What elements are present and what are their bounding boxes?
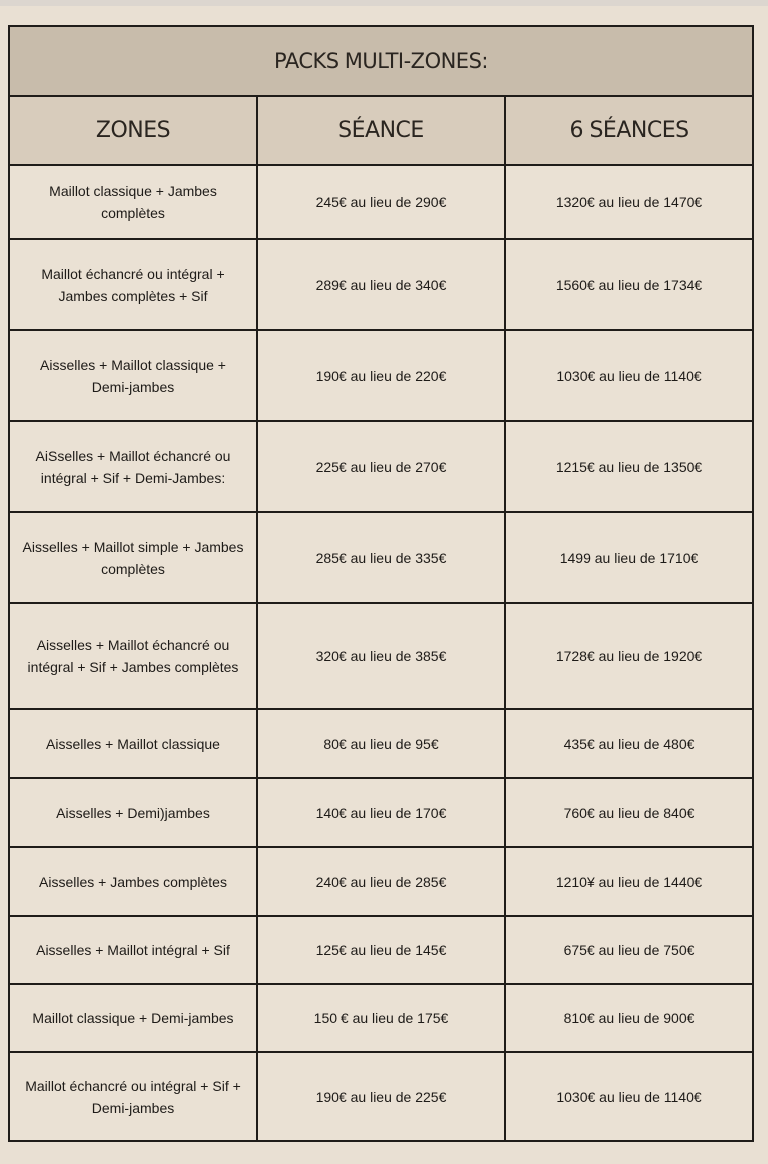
zone-cell: Maillot classique + Demi-jambes: [9, 984, 257, 1052]
zone-cell: Aisselles + Maillot classique: [9, 709, 257, 778]
zone-cell: Maillot échancré ou intégral + Jambes complètes + Sif: [9, 239, 257, 330]
table-row: [9, 239, 753, 330]
six-seances-price-cell: 675€ au lieu de 750€: [505, 916, 753, 984]
seance-price-cell: 80€ au lieu de 95€: [257, 709, 505, 778]
seance-price-cell: 140€ au lieu de 170€: [257, 778, 505, 847]
column-header-zones: ZONES: [9, 96, 257, 165]
seance-price-cell: 245€ au lieu de 290€: [257, 165, 505, 239]
table-row: [9, 1052, 753, 1141]
zone-cell: Aisselles + Maillot intégral + Sif: [9, 916, 257, 984]
table-row: [9, 330, 753, 421]
seance-price-cell: 190€ au lieu de 220€: [257, 330, 505, 421]
top-band: [0, 0, 768, 6]
zone-cell: Aisselles + Maillot échancré ou intégral + Sif + Jambes complètes: [9, 603, 257, 709]
table-row: [9, 778, 753, 847]
six-seances-price-cell: 1728€ au lieu de 1920€: [505, 603, 753, 709]
six-seances-price-cell: 1320€ au lieu de 1470€: [505, 165, 753, 239]
table-row: [9, 512, 753, 603]
zone-cell: Aisselles + Maillot simple + Jambes complètes: [9, 512, 257, 603]
seance-price-cell: 240€ au lieu de 285€: [257, 847, 505, 916]
seance-price-cell: 285€ au lieu de 335€: [257, 512, 505, 603]
zone-cell: Maillot classique + Jambes complètes: [9, 165, 257, 239]
table-row: [9, 984, 753, 1052]
column-header-six-seances: 6 SÉANCES: [505, 96, 753, 165]
header-row: [9, 96, 753, 165]
table-row: [9, 165, 753, 239]
seance-price-cell: 150 € au lieu de 175€: [257, 984, 505, 1052]
title-row: [9, 26, 753, 96]
table-row: [9, 847, 753, 916]
six-seances-price-cell: 1499 au lieu de 1710€: [505, 512, 753, 603]
six-seances-price-cell: 1030€ au lieu de 1140€: [505, 1052, 753, 1141]
zone-cell: AiSselles + Maillot échancré ou intégral + Sif + Demi-Jambes:: [9, 421, 257, 512]
six-seances-price-cell: 1210¥ au lieu de 1440€: [505, 847, 753, 916]
table-row: [9, 916, 753, 984]
six-seances-price-cell: 810€ au lieu de 900€: [505, 984, 753, 1052]
zone-cell: Aisselles + Demi)jambes: [9, 778, 257, 847]
seance-price-cell: 320€ au lieu de 385€: [257, 603, 505, 709]
table-title: PACKS MULTI-ZONES:: [9, 26, 753, 96]
table-row: [9, 709, 753, 778]
zone-cell: Maillot échancré ou intégral + Sif + Demi-jambes: [9, 1052, 257, 1141]
table-row: [9, 421, 753, 512]
six-seances-price-cell: 760€ au lieu de 840€: [505, 778, 753, 847]
pricing-table: [8, 25, 754, 1142]
column-header-seance: SÉANCE: [257, 96, 505, 165]
zone-cell: Aisselles + Jambes complètes: [9, 847, 257, 916]
six-seances-price-cell: 1560€ au lieu de 1734€: [505, 239, 753, 330]
six-seances-price-cell: 435€ au lieu de 480€: [505, 709, 753, 778]
six-seances-price-cell: 1215€ au lieu de 1350€: [505, 421, 753, 512]
six-seances-price-cell: 1030€ au lieu de 1140€: [505, 330, 753, 421]
zone-cell: Aisselles + Maillot classique + Demi-jambes: [9, 330, 257, 421]
seance-price-cell: 289€ au lieu de 340€: [257, 239, 505, 330]
seance-price-cell: 125€ au lieu de 145€: [257, 916, 505, 984]
table-row: [9, 603, 753, 709]
seance-price-cell: 225€ au lieu de 270€: [257, 421, 505, 512]
seance-price-cell: 190€ au lieu de 225€: [257, 1052, 505, 1141]
